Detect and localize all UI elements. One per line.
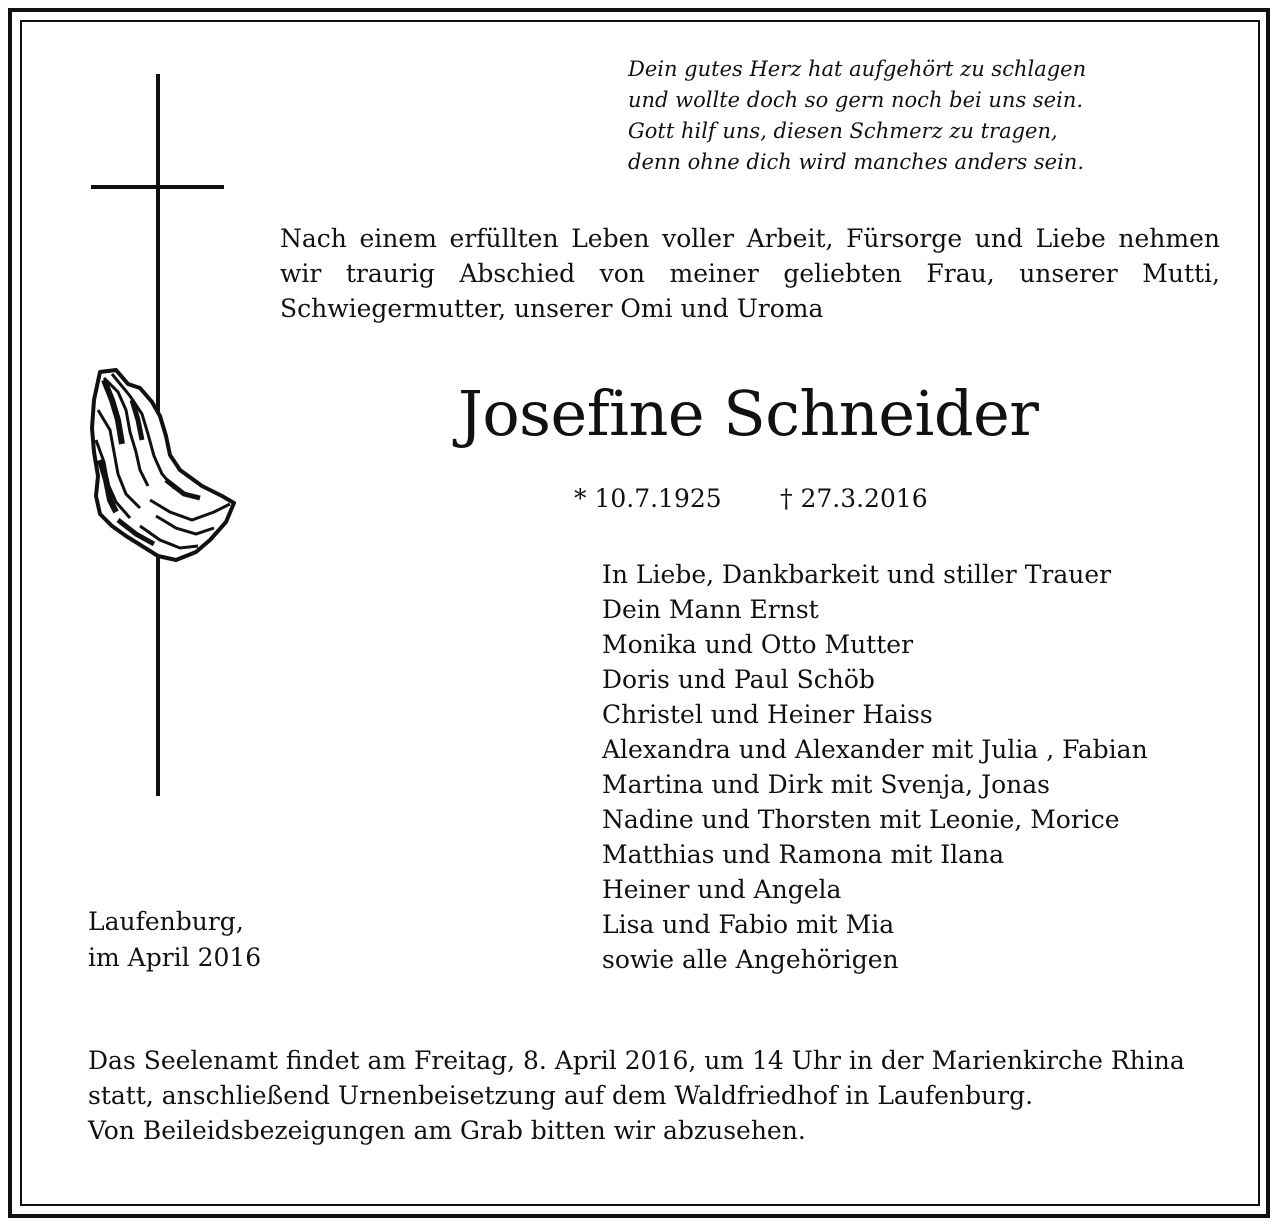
list-item: Matthias und Ramona mit Ilana	[602, 840, 1005, 869]
poem-line: Gott hilf uns, diesen Schmerz zu tragen,	[628, 119, 1058, 143]
intro-text: Nach einem erfüllten Leben voller Arbeit, Fürsorge und Liebe nehmen wir traurig Abschied von meiner geliebten Frau, unserer Mutti, Schwiegermutter, unserer Omi und Uroma	[280, 224, 1220, 323]
place-and-date	[88, 904, 261, 976]
list-item: Heiner und Angela	[602, 875, 842, 904]
list-item: Christel und Heiner Haiss	[602, 700, 933, 729]
list-item: sowie alle Angehörigen	[602, 945, 899, 974]
service-notice	[88, 1043, 1228, 1148]
poem	[628, 54, 1086, 178]
list-item: Monika und Otto Mutter	[602, 630, 914, 659]
poem-line: und wollte doch so gern noch bei uns sein.	[628, 88, 1084, 112]
list-item: Doris und Paul Schöb	[602, 665, 875, 694]
notice-line: Das Seelenamt findet am Freitag, 8. April 2016, um 14 Uhr in der Marienkirche Rhina	[88, 1046, 1185, 1075]
list-item: Alexandra und Alexander mit Julia , Fabian	[602, 735, 1148, 764]
list-item: Dein Mann Ernst	[602, 595, 819, 624]
list-item: Martina und Dirk mit Svenja, Jonas	[602, 770, 1050, 799]
list-item: Lisa und Fabio mit Mia	[602, 910, 895, 939]
list-item: In Liebe, Dankbarkeit und stiller Trauer	[602, 560, 1112, 589]
poem-line: Dein gutes Herz hat aufgehört zu schlagen	[628, 57, 1087, 81]
birth-date: * 10.7.1925	[574, 484, 722, 513]
death-date: † 27.3.2016	[780, 484, 928, 513]
notice-line: Von Beileidsbezeigungen am Grab bitten wir abzusehen.	[88, 1116, 806, 1145]
poem-line: denn ohne dich wird manches anders sein.	[628, 150, 1085, 174]
notice-line: statt, anschließend Urnenbeisetzung auf dem Waldfriedhof in Laufenburg.	[88, 1081, 1034, 1110]
date-line: im April 2016	[88, 943, 262, 972]
place-line: Laufenburg,	[88, 907, 244, 936]
deceased-name: Josefine Schneider	[458, 377, 1039, 450]
mourners-list	[602, 557, 1148, 977]
list-item: Nadine und Thorsten mit Leonie, Morice	[602, 805, 1120, 834]
